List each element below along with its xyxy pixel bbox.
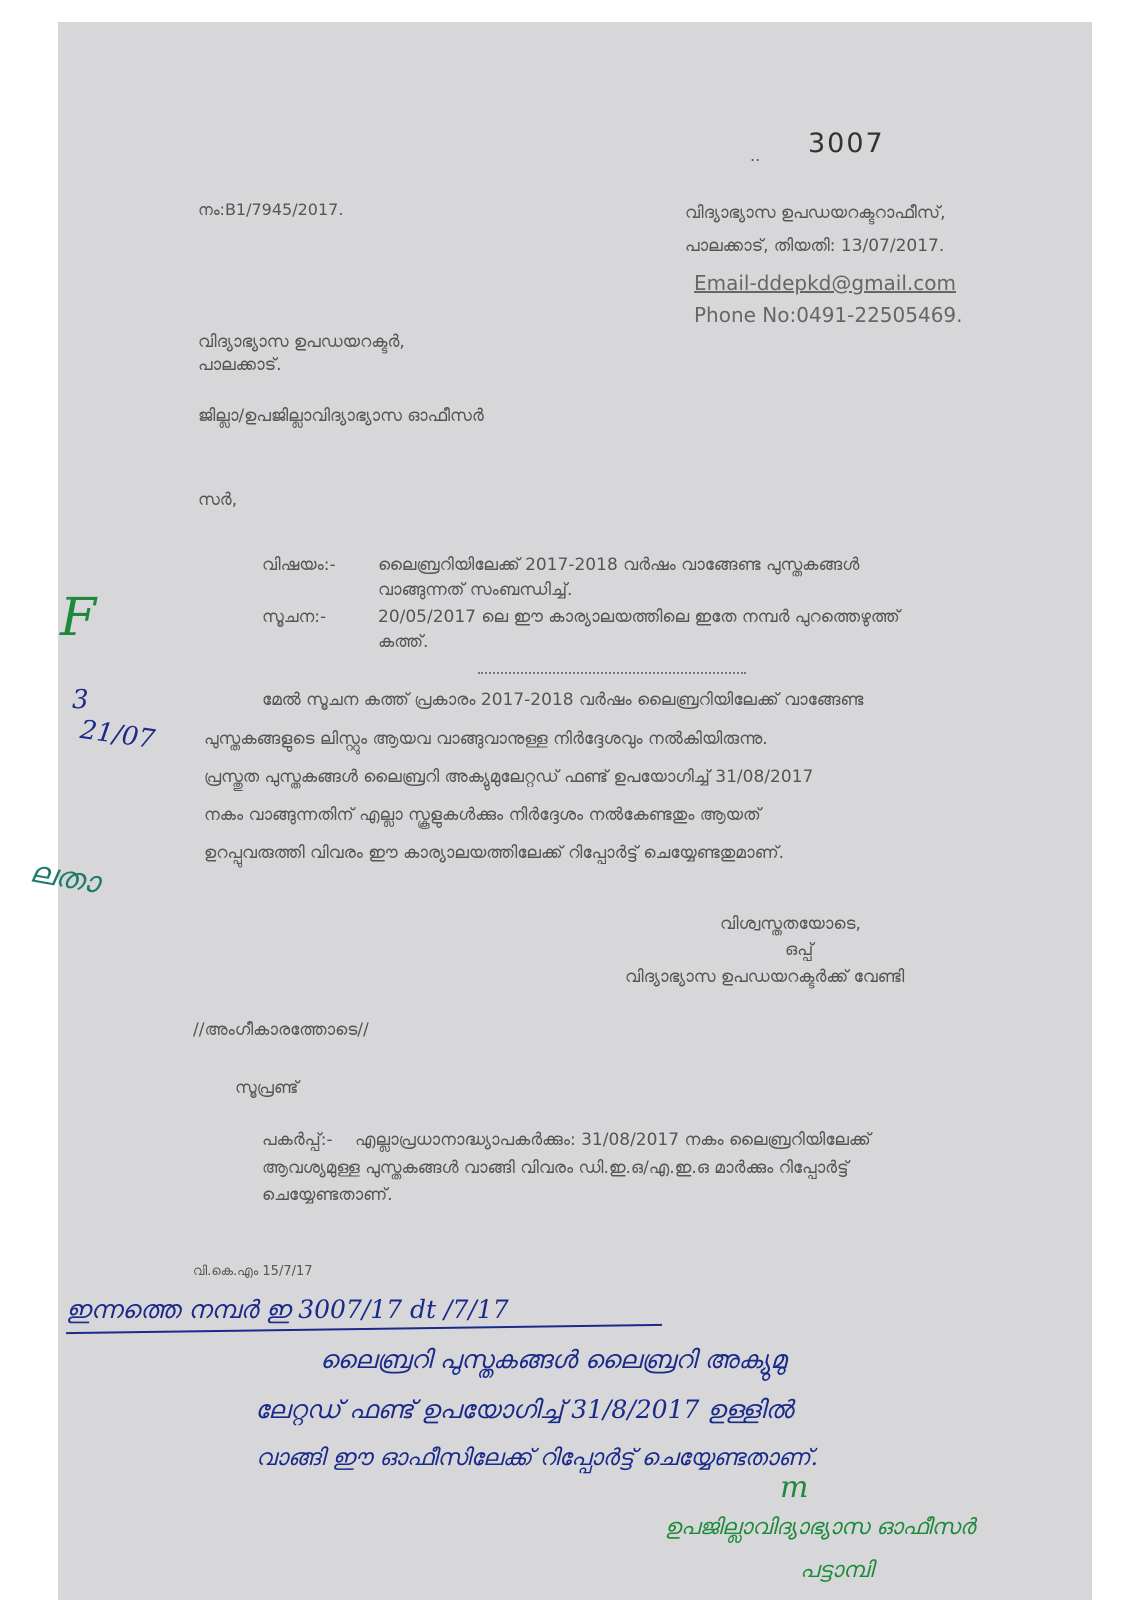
subject-line-1: ലൈബ്രറിയിലേക്ക് 2017-2018 വർഷം വാങ്ങേണ്ട പുസ്തകങ്ങൾ: [378, 555, 860, 575]
dotted-divider: [478, 672, 746, 674]
reference-number: നം:B1/7945/2017.: [198, 200, 344, 219]
reference-line-2: കത്ത്.: [378, 632, 429, 652]
place-date: പാലക്കാട്, തിയതി: 13/07/2017.: [685, 236, 945, 256]
phone-number: Phone No:0491-22505469.: [694, 303, 963, 327]
superintendent: സൂപ്രണ്ട്: [235, 1078, 299, 1098]
closing: വിശ്വസ്തതയോടെ,: [720, 914, 861, 934]
handwritten-reference: ഇന്നത്തെ നമ്പർ ഇ 3007/17 dt /7/17: [66, 1295, 509, 1324]
stamp-mark: ..: [750, 146, 761, 165]
body-line-3: പ്രസ്തുത പുസ്തകങ്ങൾ ലൈബ്രറി അക്യുമുലേറ്റഡ് ഫണ്ട് ഉപയോഗിച്ച് 31/08/2017: [204, 767, 814, 787]
on-behalf: വിദ്യാഭ്യാസ ഉപഡയറക്ടർക്ക് വേണ്ടി: [625, 967, 905, 987]
stamp-number: 3007: [808, 128, 885, 159]
addressee: ജില്ലാ/ഉപജില്ലാവിദ്യാഭ്യാസ ഓഫീസർ: [198, 406, 484, 426]
from-designation: വിദ്യാഭ്യാസ ഉപഡയറക്ടർ,: [198, 332, 405, 352]
body-line-4: നകം വാങ്ങുന്നതിന് എല്ലാ സ്കൂളുകൾക്കും നിർദ്ദേശം നൽകേണ്ടതും ആയത്: [204, 805, 761, 825]
from-place: പാലക്കാട്.: [198, 355, 282, 375]
margin-file-mark: F: [60, 588, 97, 648]
signed: ഒപ്പ്: [785, 940, 814, 960]
handwritten-place: പട്ടാമ്പി: [800, 1558, 874, 1583]
handwritten-line-2: ലേറ്റഡ് ഫണ്ട് ഉപയോഗിച്ച് 31/8/2017 ഉള്ളിൽ: [255, 1395, 794, 1424]
body-line-5: ഉറപ്പുവരുത്തി വിവരം ഈ കാര്യാലയത്തിലേക്ക് റിപ്പോർട്ട് ചെയ്യേണ്ടതുമാണ്.: [204, 843, 785, 863]
typist-initials: വി.കെ.എം 15/7/17: [193, 1264, 313, 1279]
copy-line-1: എല്ലാപ്രധാനാദ്ധ്യാപകർക്കും: 31/08/2017 നകം ലൈബ്രറിയിലേക്ക്: [355, 1130, 871, 1150]
subject-label: വിഷയം:-: [262, 555, 336, 575]
handwritten-signature: m: [780, 1470, 809, 1505]
office-name: വിദ്യാഭ്യാസ ഉപഡയറക്ടറാഫീസ്,: [685, 203, 946, 223]
margin-date-day: 3: [72, 685, 89, 715]
margin-signature: ലതാ: [27, 854, 102, 901]
handwritten-office: ഉപജില്ലാവിദ്യാഭ്യാസ ഓഫീസർ: [665, 1515, 976, 1540]
reference-line-1: 20/05/2017 ലെ ഈ കാര്യാലയത്തിലെ ഇതേ നമ്പർ പുറത്തെഴുത്ത്: [378, 607, 900, 627]
margin-date: 21/07: [78, 714, 157, 756]
copy-line-3: ചെയ്യേണ്ടതാണ്.: [262, 1185, 393, 1205]
body-line-1: മേൽ സൂചന കത്ത് പ്രകാരം 2017-2018 വർഷം ലൈബ്രറിയിലേക്ക് വാങ്ങേണ്ട: [262, 690, 864, 710]
reference-label: സൂചന:-: [262, 607, 327, 627]
email-address: Email-ddepkd@gmail.com: [694, 271, 956, 295]
handwritten-line-3: വാങ്ങി ഈ ഓഫീസിലേക്ക് റിപ്പോർട്ട് ചെയ്യേണ്ടതാണ്.: [256, 1445, 818, 1471]
copy-label: പകർപ്പ്:-: [262, 1130, 333, 1150]
approved-note: //അംഗീകാരത്തോടെ//: [193, 1020, 369, 1040]
body-line-2: പുസ്തകങ്ങളുടെ ലിസ്റ്റും ആയവ വാങ്ങുവാനുള്ള നിർദ്ദേശവും നൽകിയിരുന്നു.: [204, 729, 768, 749]
subject-line-2: വാങ്ങുന്നത് സംബന്ധിച്ച്.: [378, 580, 573, 600]
salutation: സർ,: [198, 490, 238, 510]
copy-line-2: ആവശ്യമുള്ള പുസ്തകങ്ങൾ വാങ്ങി വിവരം ഡി.ഇ.ഒ/എ.ഇ.ഒ മാർക്കും റിപ്പോർട്ട്: [262, 1158, 849, 1178]
handwritten-line-1: ലൈബ്രറി പുസ്തകങ്ങൾ ലൈബ്രറി അക്യുമു: [320, 1345, 787, 1374]
